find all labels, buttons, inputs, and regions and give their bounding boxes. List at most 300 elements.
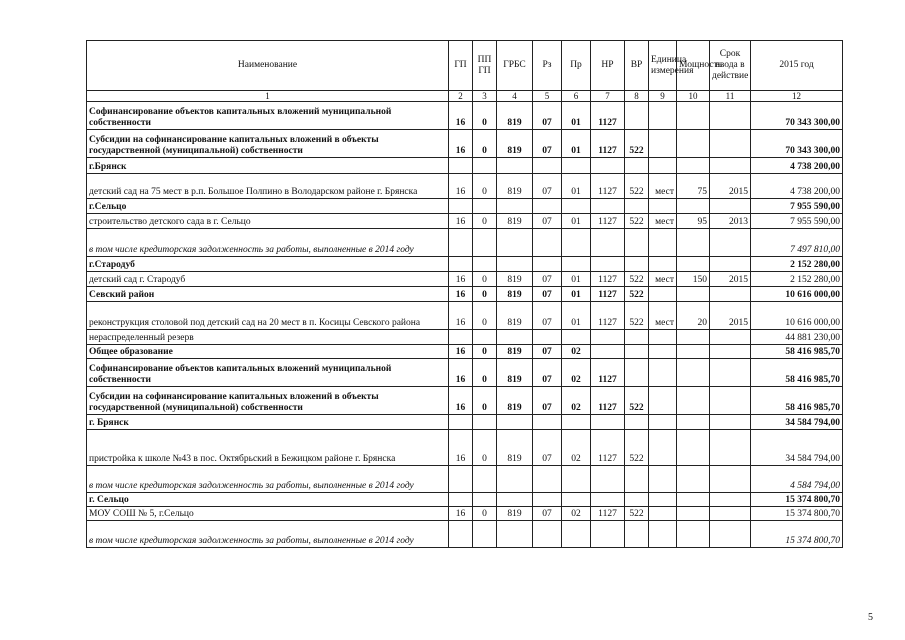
cell-nr: 1127 — [591, 130, 625, 158]
cell-ppgp: 0 — [473, 345, 497, 359]
cell-gp — [449, 199, 473, 214]
cell-amount: 70 343 300,00 — [751, 130, 843, 158]
cell-amount: 44 881 230,00 — [751, 330, 843, 345]
cell-power — [677, 330, 710, 345]
col-number: 7 — [591, 91, 625, 102]
table-row — [87, 229, 843, 257]
cell-power — [677, 430, 710, 466]
cell-power — [677, 466, 710, 493]
cell-amount: 34 584 794,00 — [751, 430, 843, 466]
cell-rz: 07 — [533, 430, 562, 466]
col-header-nr: НР — [591, 41, 625, 91]
cell-amount: 15 374 800,70 — [751, 521, 843, 548]
cell-power — [677, 521, 710, 548]
cell-gp — [449, 158, 473, 174]
cell-grbs: 819 — [497, 359, 533, 387]
cell-amount: 4 584 794,00 — [751, 466, 843, 493]
cell-unit — [649, 130, 677, 158]
cell-vr — [625, 493, 649, 507]
col-number: 5 — [533, 91, 562, 102]
cell-pr: 02 — [562, 507, 591, 521]
cell-gp: 16 — [449, 430, 473, 466]
cell-unit: мест — [649, 174, 677, 199]
cell-grbs — [497, 466, 533, 493]
col-number: 6 — [562, 91, 591, 102]
cell-grbs — [497, 257, 533, 272]
cell-grbs — [497, 415, 533, 430]
cell-grbs: 819 — [497, 102, 533, 130]
cell-name: Софинансирование объектов капитальных вложений муниципальной собственности — [87, 102, 449, 130]
cell-rz — [533, 158, 562, 174]
cell-gp — [449, 466, 473, 493]
cell-unit — [649, 229, 677, 257]
cell-grbs — [497, 330, 533, 345]
cell-name: пристройка к школе №43 в пос. Октябрьский в Бежицком районе г. Брянска — [87, 430, 449, 466]
cell-grbs: 819 — [497, 214, 533, 229]
page-number: 5 — [868, 612, 873, 623]
table-row — [87, 507, 843, 521]
cell-gp: 16 — [449, 345, 473, 359]
cell-gp: 16 — [449, 507, 473, 521]
cell-pr: 01 — [562, 130, 591, 158]
cell-rz: 07 — [533, 272, 562, 287]
col-header-name: Наименование — [87, 41, 449, 91]
cell-nr: 1127 — [591, 359, 625, 387]
cell-vr: 522 — [625, 302, 649, 330]
cell-pr: 01 — [562, 287, 591, 302]
cell-power: 150 — [677, 272, 710, 287]
cell-vr — [625, 466, 649, 493]
col-number: 9 — [649, 91, 677, 102]
cell-amount: 4 738 200,00 — [751, 158, 843, 174]
cell-name: Софинансирование объектов капитальных вложений муниципальной собственности — [87, 359, 449, 387]
cell-pr: 01 — [562, 272, 591, 287]
cell-rz: 07 — [533, 387, 562, 415]
cell-power — [677, 130, 710, 158]
cell-rz: 07 — [533, 174, 562, 199]
cell-gp: 16 — [449, 214, 473, 229]
cell-nr — [591, 158, 625, 174]
cell-grbs: 819 — [497, 287, 533, 302]
cell-gp: 16 — [449, 102, 473, 130]
cell-amount: 34 584 794,00 — [751, 415, 843, 430]
cell-ppgp — [473, 229, 497, 257]
cell-unit — [649, 199, 677, 214]
cell-vr: 522 — [625, 507, 649, 521]
cell-ppgp: 0 — [473, 430, 497, 466]
cell-pr — [562, 415, 591, 430]
cell-pr — [562, 158, 591, 174]
table-row — [87, 102, 843, 130]
cell-unit: мест — [649, 214, 677, 229]
cell-ppgp: 0 — [473, 174, 497, 199]
cell-pr: 01 — [562, 102, 591, 130]
col-header-vr: ВР — [625, 41, 649, 91]
cell-ppgp: 0 — [473, 214, 497, 229]
table-row — [87, 287, 843, 302]
cell-amount: 70 343 300,00 — [751, 102, 843, 130]
cell-ppgp — [473, 330, 497, 345]
cell-rz: 07 — [533, 214, 562, 229]
cell-gp: 16 — [449, 174, 473, 199]
cell-gp: 16 — [449, 272, 473, 287]
cell-rz — [533, 229, 562, 257]
table-row — [87, 158, 843, 174]
cell-unit — [649, 102, 677, 130]
col-number: 2 — [449, 91, 473, 102]
cell-vr — [625, 229, 649, 257]
cell-vr: 522 — [625, 174, 649, 199]
table-row — [87, 466, 843, 493]
cell-nr — [591, 229, 625, 257]
cell-grbs: 819 — [497, 272, 533, 287]
cell-gp: 16 — [449, 387, 473, 415]
cell-vr — [625, 521, 649, 548]
col-number: 12 — [751, 91, 843, 102]
cell-amount: 58 416 985,70 — [751, 345, 843, 359]
cell-nr: 1127 — [591, 507, 625, 521]
cell-name: г.Стародуб — [87, 257, 449, 272]
cell-rz: 07 — [533, 507, 562, 521]
cell-power — [677, 158, 710, 174]
cell-amount: 58 416 985,70 — [751, 387, 843, 415]
cell-nr: 1127 — [591, 272, 625, 287]
cell-grbs: 819 — [497, 345, 533, 359]
column-number-row — [87, 91, 843, 102]
cell-power — [677, 229, 710, 257]
cell-name: в том числе кредиторская задолженность за работы, выполненные в 2014 году — [87, 229, 449, 257]
cell-pr — [562, 330, 591, 345]
cell-pr — [562, 199, 591, 214]
cell-term — [710, 287, 751, 302]
cell-rz — [533, 415, 562, 430]
cell-name: в том числе кредиторская задолженность за работы, выполненные в 2014 году — [87, 521, 449, 548]
cell-gp — [449, 521, 473, 548]
cell-nr: 1127 — [591, 287, 625, 302]
cell-grbs: 819 — [497, 302, 533, 330]
cell-grbs — [497, 493, 533, 507]
cell-ppgp: 0 — [473, 387, 497, 415]
cell-pr — [562, 493, 591, 507]
cell-name: Общее образование — [87, 345, 449, 359]
cell-name: нераспределенный резерв — [87, 330, 449, 345]
cell-vr — [625, 359, 649, 387]
col-number: 10 — [677, 91, 710, 102]
cell-vr — [625, 257, 649, 272]
cell-unit — [649, 387, 677, 415]
cell-term — [710, 345, 751, 359]
cell-nr: 1127 — [591, 387, 625, 415]
table-row — [87, 345, 843, 359]
col-header-term: Срок ввода в действие — [710, 41, 751, 91]
cell-name: детский сад на 75 мест в р.п. Большое Полпино в Володарском районе г. Брянска — [87, 174, 449, 199]
cell-gp — [449, 415, 473, 430]
cell-pr — [562, 229, 591, 257]
cell-grbs: 819 — [497, 174, 533, 199]
cell-grbs — [497, 521, 533, 548]
table-row — [87, 174, 843, 199]
cell-ppgp: 0 — [473, 359, 497, 387]
cell-vr: 522 — [625, 272, 649, 287]
cell-gp — [449, 257, 473, 272]
cell-nr: 1127 — [591, 214, 625, 229]
cell-term — [710, 387, 751, 415]
cell-nr: 1127 — [591, 430, 625, 466]
cell-amount: 58 416 985,70 — [751, 359, 843, 387]
cell-name: г.Брянск — [87, 158, 449, 174]
cell-unit — [649, 345, 677, 359]
cell-term — [710, 130, 751, 158]
col-header-power: Мощность — [677, 41, 710, 91]
cell-vr: 522 — [625, 287, 649, 302]
cell-pr: 02 — [562, 387, 591, 415]
col-number: 1 — [87, 91, 449, 102]
cell-amount: 7 955 590,00 — [751, 199, 843, 214]
cell-gp: 16 — [449, 130, 473, 158]
cell-term — [710, 466, 751, 493]
cell-pr: 01 — [562, 214, 591, 229]
cell-term — [710, 493, 751, 507]
col-header-pr: Пр — [562, 41, 591, 91]
cell-power — [677, 102, 710, 130]
cell-ppgp: 0 — [473, 287, 497, 302]
cell-rz — [533, 521, 562, 548]
cell-term — [710, 359, 751, 387]
cell-grbs: 819 — [497, 130, 533, 158]
table-body — [87, 102, 843, 548]
cell-power — [677, 287, 710, 302]
cell-unit: мест — [649, 272, 677, 287]
col-header-ppgp: ПП ГП — [473, 41, 497, 91]
cell-gp — [449, 330, 473, 345]
cell-grbs — [497, 229, 533, 257]
cell-ppgp — [473, 199, 497, 214]
cell-unit — [649, 493, 677, 507]
cell-power — [677, 507, 710, 521]
cell-grbs — [497, 199, 533, 214]
cell-rz: 07 — [533, 102, 562, 130]
cell-pr: 02 — [562, 359, 591, 387]
budget-table — [86, 40, 843, 548]
cell-rz — [533, 330, 562, 345]
cell-nr: 1127 — [591, 102, 625, 130]
cell-ppgp: 0 — [473, 272, 497, 287]
cell-amount: 7 955 590,00 — [751, 214, 843, 229]
cell-rz — [533, 199, 562, 214]
col-header-gp: ГП — [449, 41, 473, 91]
cell-name: Севский район — [87, 287, 449, 302]
col-number: 11 — [710, 91, 751, 102]
cell-amount: 2 152 280,00 — [751, 272, 843, 287]
table-row — [87, 257, 843, 272]
cell-amount: 10 616 000,00 — [751, 302, 843, 330]
cell-name: г. Сельцо — [87, 493, 449, 507]
cell-ppgp: 0 — [473, 507, 497, 521]
cell-vr — [625, 158, 649, 174]
table-row — [87, 272, 843, 287]
cell-amount: 15 374 800,70 — [751, 493, 843, 507]
cell-power — [677, 199, 710, 214]
cell-unit — [649, 257, 677, 272]
cell-vr — [625, 415, 649, 430]
table-row — [87, 493, 843, 507]
cell-unit — [649, 415, 677, 430]
cell-gp: 16 — [449, 302, 473, 330]
cell-nr — [591, 415, 625, 430]
cell-power: 75 — [677, 174, 710, 199]
cell-term: 2015 — [710, 272, 751, 287]
cell-ppgp — [473, 257, 497, 272]
cell-term — [710, 430, 751, 466]
cell-power — [677, 359, 710, 387]
cell-ppgp — [473, 493, 497, 507]
cell-rz: 07 — [533, 130, 562, 158]
col-number: 8 — [625, 91, 649, 102]
table-row — [87, 430, 843, 466]
cell-name: г.Сельцо — [87, 199, 449, 214]
cell-power — [677, 493, 710, 507]
cell-term — [710, 507, 751, 521]
cell-rz: 07 — [533, 287, 562, 302]
cell-vr: 522 — [625, 214, 649, 229]
cell-vr — [625, 330, 649, 345]
cell-pr — [562, 257, 591, 272]
cell-unit — [649, 158, 677, 174]
cell-nr — [591, 199, 625, 214]
cell-amount: 10 616 000,00 — [751, 287, 843, 302]
cell-grbs: 819 — [497, 430, 533, 466]
cell-pr: 01 — [562, 174, 591, 199]
header-row — [87, 41, 843, 91]
cell-rz — [533, 466, 562, 493]
table-row — [87, 387, 843, 415]
cell-gp: 16 — [449, 359, 473, 387]
cell-gp: 16 — [449, 287, 473, 302]
cell-name: г. Брянск — [87, 415, 449, 430]
cell-term — [710, 158, 751, 174]
cell-vr: 522 — [625, 387, 649, 415]
cell-name: Субсидии на софинансирование капитальных вложений в объекты государственной (муниципальной) собственности — [87, 130, 449, 158]
cell-grbs — [497, 158, 533, 174]
cell-pr — [562, 466, 591, 493]
cell-ppgp — [473, 466, 497, 493]
cell-unit — [649, 521, 677, 548]
cell-pr: 02 — [562, 345, 591, 359]
table-row — [87, 415, 843, 430]
col-header-unit: Единица измерения — [649, 41, 677, 91]
cell-name: реконструкция столовой под детский сад на 20 мест в п. Косицы Севского района — [87, 302, 449, 330]
cell-nr: 1127 — [591, 174, 625, 199]
cell-ppgp — [473, 521, 497, 548]
cell-term — [710, 330, 751, 345]
cell-nr: 1127 — [591, 302, 625, 330]
cell-ppgp: 0 — [473, 130, 497, 158]
cell-vr: 522 — [625, 130, 649, 158]
cell-rz: 07 — [533, 359, 562, 387]
cell-grbs: 819 — [497, 507, 533, 521]
col-number: 3 — [473, 91, 497, 102]
cell-nr — [591, 466, 625, 493]
cell-unit — [649, 466, 677, 493]
cell-nr — [591, 493, 625, 507]
cell-term — [710, 415, 751, 430]
cell-amount: 2 152 280,00 — [751, 257, 843, 272]
cell-power — [677, 257, 710, 272]
cell-nr — [591, 521, 625, 548]
cell-gp — [449, 229, 473, 257]
cell-power — [677, 345, 710, 359]
cell-rz — [533, 493, 562, 507]
table-row — [87, 130, 843, 158]
cell-vr: 522 — [625, 430, 649, 466]
cell-vr — [625, 345, 649, 359]
cell-rz: 07 — [533, 302, 562, 330]
cell-pr: 02 — [562, 430, 591, 466]
table-row — [87, 214, 843, 229]
cell-term — [710, 257, 751, 272]
cell-term — [710, 102, 751, 130]
cell-rz — [533, 257, 562, 272]
cell-pr — [562, 521, 591, 548]
cell-amount: 7 497 810,00 — [751, 229, 843, 257]
cell-rz: 07 — [533, 345, 562, 359]
cell-ppgp — [473, 158, 497, 174]
cell-unit — [649, 330, 677, 345]
cell-term: 2015 — [710, 302, 751, 330]
table-row — [87, 330, 843, 345]
cell-gp — [449, 493, 473, 507]
cell-name: детский сад г. Стародуб — [87, 272, 449, 287]
cell-amount: 4 738 200,00 — [751, 174, 843, 199]
table-row — [87, 521, 843, 548]
cell-name: в том числе кредиторская задолженность за работы, выполненные в 2014 году — [87, 466, 449, 493]
table-row — [87, 302, 843, 330]
cell-nr — [591, 345, 625, 359]
cell-term — [710, 521, 751, 548]
cell-unit — [649, 507, 677, 521]
cell-unit — [649, 430, 677, 466]
col-number: 4 — [497, 91, 533, 102]
col-header-year: 2015 год — [751, 41, 843, 91]
cell-term — [710, 199, 751, 214]
cell-nr — [591, 330, 625, 345]
cell-name: Субсидии на софинансирование капитальных вложений в объекты государственной (муниципальной) собственности — [87, 387, 449, 415]
cell-vr — [625, 199, 649, 214]
cell-nr — [591, 257, 625, 272]
cell-power — [677, 415, 710, 430]
cell-name: строительство детского сада в г. Сельцо — [87, 214, 449, 229]
cell-ppgp: 0 — [473, 302, 497, 330]
cell-unit — [649, 287, 677, 302]
cell-grbs: 819 — [497, 387, 533, 415]
cell-name: МОУ СОШ № 5, г.Сельцо — [87, 507, 449, 521]
cell-term: 2013 — [710, 214, 751, 229]
cell-power: 20 — [677, 302, 710, 330]
cell-power: 95 — [677, 214, 710, 229]
table-row — [87, 359, 843, 387]
col-header-grbs: ГРБС — [497, 41, 533, 91]
cell-ppgp — [473, 415, 497, 430]
cell-vr — [625, 102, 649, 130]
cell-unit: мест — [649, 302, 677, 330]
cell-power — [677, 387, 710, 415]
table-row — [87, 199, 843, 214]
cell-unit — [649, 359, 677, 387]
cell-amount: 15 374 800,70 — [751, 507, 843, 521]
cell-term — [710, 229, 751, 257]
cell-ppgp: 0 — [473, 102, 497, 130]
cell-pr: 01 — [562, 302, 591, 330]
